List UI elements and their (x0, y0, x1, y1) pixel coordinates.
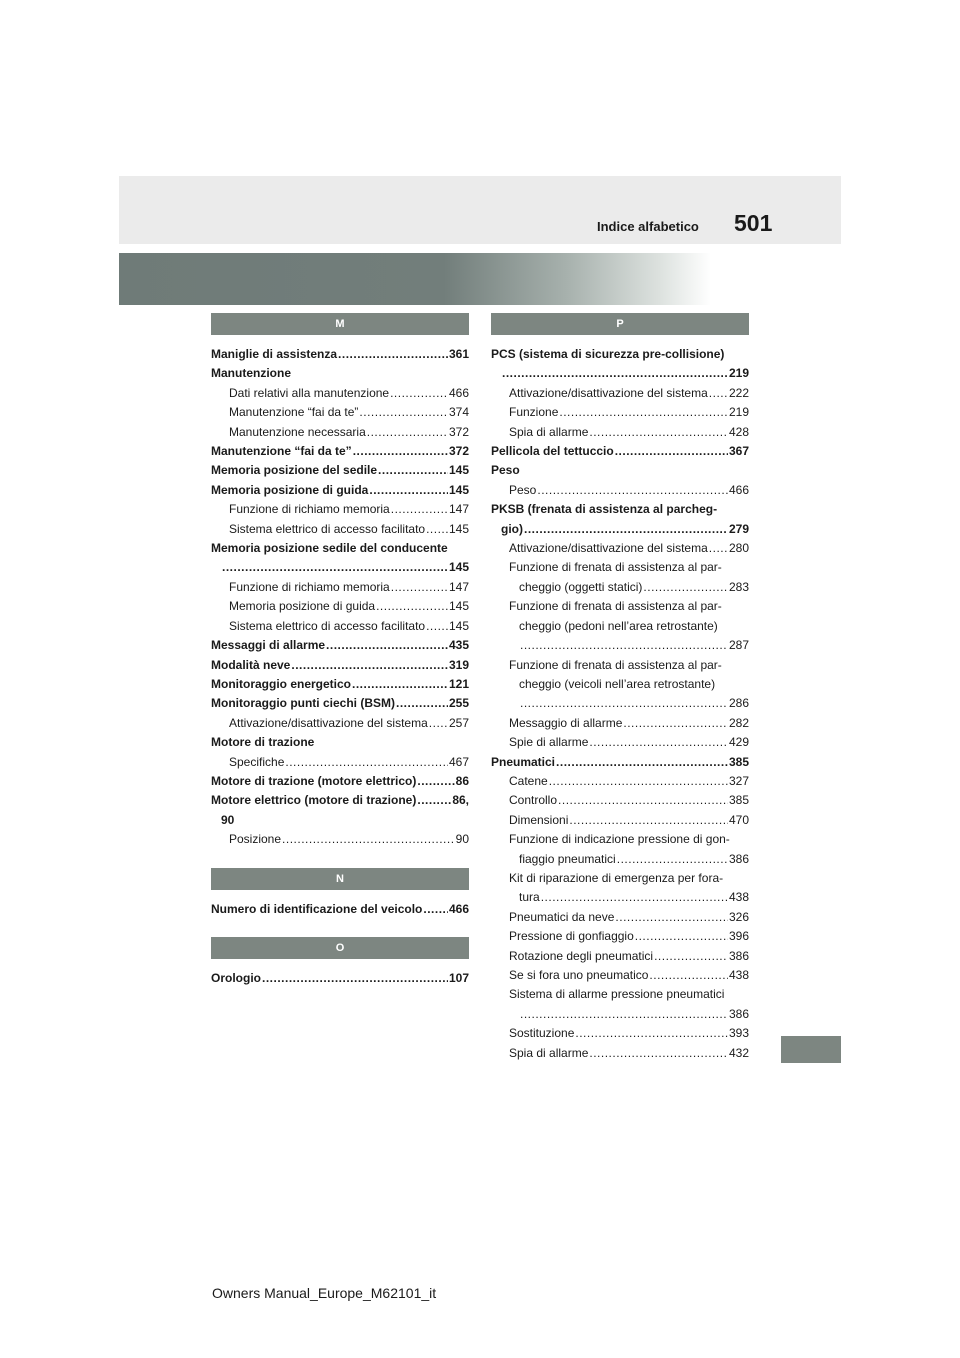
entry-label: PKSB (frenata di assistenza al parcheg- (491, 502, 718, 517)
dot-leader (643, 578, 728, 597)
entry-page-number: 467 (448, 754, 469, 769)
entry-label: Kit di riparazione di emergenza per fora- (509, 870, 724, 885)
dot-leader (417, 791, 451, 810)
index-entry (211, 578, 469, 597)
gradient-banner (119, 253, 841, 305)
dot-leader (285, 753, 448, 772)
entry-page-number: 429 (728, 735, 749, 750)
index-entry (491, 597, 749, 616)
entry-page-number: 372 (448, 444, 469, 459)
index-entry (211, 423, 469, 442)
dot-leader (396, 694, 448, 713)
entry-label: fiaggio pneumatici (519, 851, 616, 866)
entry-page-number: 438 (728, 890, 749, 905)
entry-label: Memoria posizione di guida (229, 599, 376, 614)
entry-label: Peso (509, 482, 537, 497)
letter-header: P (491, 313, 749, 335)
entry-page-number: 86 (455, 773, 469, 788)
section-tab-marker (781, 1036, 841, 1063)
index-entry (211, 714, 469, 733)
dot-leader (502, 364, 728, 383)
entry-page-number: 121 (448, 676, 469, 691)
dot-leader (617, 850, 728, 869)
dot-leader (569, 811, 728, 830)
entry-page-number: 90 (455, 832, 469, 847)
entry-label: Catene (509, 773, 548, 788)
entry-label: Messaggi di allarme (211, 638, 326, 653)
dot-leader (623, 714, 728, 733)
dot-leader (709, 384, 728, 403)
index-entry (211, 675, 469, 694)
entry-page-number: 222 (728, 385, 749, 400)
entry-page-number: 393 (728, 1026, 749, 1041)
entry-label: 90 (221, 812, 235, 827)
entry-page-number: 386 (728, 851, 749, 866)
entry-page-number: 372 (448, 424, 469, 439)
entry-page-number: 86, (452, 793, 469, 808)
dot-leader (326, 636, 448, 655)
index-entry (211, 617, 469, 636)
index-entry (211, 772, 469, 791)
entry-label: Orologio (211, 970, 261, 985)
dot-leader (391, 578, 448, 597)
index-entry (491, 811, 749, 830)
entry-label: Specifiche (229, 754, 285, 769)
dot-leader (262, 969, 448, 988)
page-number: 501 (734, 210, 773, 236)
entry-page-number: 279 (728, 521, 749, 536)
index-entry (491, 578, 749, 597)
index-entry (491, 888, 749, 907)
entry-page-number: 386 (728, 948, 749, 963)
dot-leader (589, 1044, 728, 1063)
dot-leader (589, 733, 728, 752)
dot-leader (549, 772, 728, 791)
entry-label: Funzione di frenata di assistenza al par- (509, 657, 722, 672)
index-entry (491, 539, 749, 558)
index-entry (211, 694, 469, 713)
dot-leader (367, 423, 448, 442)
dot-leader (520, 1005, 728, 1024)
entry-page-number: 466 (728, 482, 749, 497)
entry-page-number: 145 (448, 599, 469, 614)
entry-label: Controllo (509, 793, 558, 808)
entry-label: Pressione di gonfiaggio (509, 929, 634, 944)
index-entry (211, 656, 469, 675)
index-entry (491, 558, 749, 577)
index-entry (491, 733, 749, 752)
dot-leader (559, 403, 728, 422)
index-entry (491, 500, 749, 519)
entry-page-number: 107 (448, 970, 469, 985)
entry-page-number: 435 (448, 638, 469, 653)
dot-leader (429, 714, 448, 733)
dot-leader (520, 636, 728, 655)
dot-leader (520, 694, 728, 713)
dot-leader (541, 888, 728, 907)
dot-leader (417, 772, 454, 791)
index-entry (491, 791, 749, 810)
entry-page-number: 257 (448, 715, 469, 730)
index-entries (211, 345, 469, 850)
dot-leader (390, 384, 448, 403)
entry-page-number: 287 (728, 638, 749, 653)
left-index-column (211, 313, 469, 988)
index-entry (211, 364, 469, 383)
dot-leader (524, 520, 728, 539)
index-entry (211, 791, 469, 810)
entry-label: Spie di allarme (509, 735, 589, 750)
index-entry (491, 830, 749, 849)
index-entry (211, 558, 469, 577)
entry-page-number: 374 (448, 405, 469, 420)
entry-page-number: 147 (448, 579, 469, 594)
entry-label: Pneumatici da neve (509, 909, 615, 924)
section-gap (211, 919, 469, 937)
index-entry (491, 850, 749, 869)
index-entries (491, 345, 749, 1063)
index-entry (211, 481, 469, 500)
entry-label: Dimensioni (509, 812, 569, 827)
entry-label: Funzione di indicazione pressione di gon- (509, 832, 730, 847)
entry-label: Motore di trazione (motore elettrico) (211, 773, 417, 788)
index-entry (491, 869, 749, 888)
dot-leader (338, 345, 448, 364)
dot-leader (359, 403, 448, 422)
index-entry (211, 461, 469, 480)
entry-label: Rotazione degli pneumatici (509, 948, 654, 963)
entry-label: Sostituzione (509, 1026, 575, 1041)
entry-page-number: 145 (448, 521, 469, 536)
entry-label: Attivazione/disattivazione del sistema (229, 715, 428, 730)
entry-label: Manutenzione “fai da te” (211, 444, 352, 459)
entry-label: Modalità neve (211, 657, 291, 672)
index-entry (211, 900, 469, 919)
dot-leader (426, 520, 448, 539)
letter-header: N (211, 868, 469, 890)
index-entry (491, 1005, 749, 1024)
index-entries (211, 969, 469, 988)
index-entry (491, 753, 749, 772)
entry-page-number: 219 (728, 366, 749, 381)
entry-label: Memoria posizione del sedile (211, 463, 378, 478)
entry-label: Monitoraggio punti ciechi (BSM) (211, 696, 395, 711)
entry-label: Numero di identificazione del veicolo (211, 901, 423, 916)
index-entry (491, 481, 749, 500)
entry-label: Funzione di frenata di assistenza al par- (509, 599, 722, 614)
entry-label: Manutenzione “fai da te” (229, 405, 359, 420)
index-entry (491, 442, 749, 461)
entry-label: Attivazione/disattivazione del sistema (509, 385, 708, 400)
entry-label: Funzione di richiamo memoria (229, 502, 390, 517)
index-entry (491, 772, 749, 791)
entry-page-number: 145 (448, 463, 469, 478)
dot-leader (615, 442, 728, 461)
entry-label: Memoria posizione di guida (211, 482, 369, 497)
entry-label: tura (519, 890, 540, 905)
index-entry (491, 966, 749, 985)
index-entry (491, 714, 749, 733)
index-entry (491, 461, 749, 480)
dot-leader (556, 753, 728, 772)
entry-page-number: 466 (448, 385, 469, 400)
section-title: Indice alfabetico (597, 219, 699, 234)
entry-page-number: 470 (728, 812, 749, 827)
index-entry (211, 969, 469, 988)
entry-label: Motore elettrico (motore di trazione) (211, 793, 417, 808)
dot-leader (352, 675, 448, 694)
entry-page-number: 145 (448, 618, 469, 633)
entry-label: Messaggio di allarme (509, 715, 623, 730)
entry-label: Sistema elettrico di accesso facilitato (229, 618, 426, 633)
dot-leader (369, 481, 448, 500)
index-entry (491, 1044, 749, 1063)
entry-label: Spia di allarme (509, 424, 589, 439)
index-entry (491, 927, 749, 946)
entry-page-number: 466 (448, 901, 469, 916)
index-entry (211, 636, 469, 655)
letter-header: O (211, 937, 469, 959)
dot-leader (378, 461, 448, 480)
entry-page-number: 219 (728, 405, 749, 420)
dot-leader (709, 539, 728, 558)
entry-page-number: 145 (448, 560, 469, 575)
header-band (119, 176, 841, 244)
entry-label: Sistema di allarme pressione pneumatici (509, 987, 725, 1002)
dot-leader (654, 947, 728, 966)
entry-page-number: 385 (728, 793, 749, 808)
index-entry (491, 1024, 749, 1043)
entry-label: Se si fora uno pneumatico (509, 968, 649, 982)
dot-leader (222, 558, 448, 577)
entry-page-number: 432 (728, 1045, 749, 1060)
entry-page-number: 147 (448, 502, 469, 517)
entry-label: Sistema elettrico di accesso facilitato (229, 521, 426, 536)
entry-label: Funzione (509, 405, 559, 420)
entry-page-number: 396 (728, 929, 749, 944)
index-entry (491, 364, 749, 383)
dot-leader (615, 908, 728, 927)
entry-label: cheggio (pedoni nell’area retrostante) (519, 618, 718, 633)
index-entry (211, 442, 469, 461)
dot-leader (575, 1024, 728, 1043)
entry-label: cheggio (oggetti statici) (519, 579, 643, 594)
entry-label: Pellicola del tettuccio (491, 444, 614, 459)
entry-label: Funzione di frenata di assistenza al par- (509, 560, 722, 575)
entry-page-number: 319 (448, 657, 469, 672)
footer-text: Owners Manual_Europe_M62101_it (212, 1285, 437, 1301)
index-entry (491, 985, 749, 1004)
entry-page-number: 255 (448, 696, 469, 711)
index-entries (211, 900, 469, 919)
index-entry (211, 733, 469, 752)
entry-page-number: 282 (728, 715, 749, 730)
index-entry (211, 500, 469, 519)
entry-label: Dati relativi alla manutenzione (229, 385, 390, 400)
dot-leader (423, 900, 448, 919)
index-entry (491, 656, 749, 675)
dot-leader (376, 597, 448, 616)
entry-page-number: 361 (448, 347, 469, 361)
entry-page-number: 428 (728, 424, 749, 439)
entry-page-number: 386 (728, 1006, 749, 1021)
index-entry (491, 617, 749, 636)
entry-page-number: 327 (728, 773, 749, 788)
index-entry (491, 520, 749, 539)
entry-label: Manutenzione (211, 366, 291, 381)
index-entry (211, 597, 469, 616)
index-entry (491, 636, 749, 655)
entry-label: Funzione di richiamo memoria (229, 579, 390, 594)
index-entry (491, 345, 749, 364)
dot-leader (635, 927, 728, 946)
entry-label: Posizione (229, 832, 282, 847)
index-entry (491, 908, 749, 927)
dot-leader (282, 830, 455, 849)
dot-leader (353, 442, 448, 461)
index-entry (491, 384, 749, 403)
entry-page-number: 145 (448, 482, 469, 497)
index-entry (491, 423, 749, 442)
index-entry (491, 675, 749, 694)
entry-page-number: 326 (728, 909, 749, 924)
dot-leader (537, 481, 728, 500)
dot-leader (291, 656, 448, 675)
index-entry (491, 947, 749, 966)
dot-leader (558, 791, 728, 810)
entry-label: Maniglie di assistenza (211, 347, 338, 361)
entry-page-number: 286 (728, 696, 749, 711)
dot-leader (391, 500, 448, 519)
index-entry (491, 403, 749, 422)
entry-label: Spia di allarme (509, 1045, 589, 1060)
index-entry (211, 345, 469, 364)
entry-label: Attivazione/disattivazione del sistema (509, 541, 708, 556)
entry-page-number: 280 (728, 541, 749, 556)
entry-label: gio) (501, 521, 523, 536)
index-entry (211, 753, 469, 772)
index-entry (211, 539, 469, 558)
right-index-column (491, 313, 749, 1063)
entry-label: Peso (491, 463, 520, 478)
entry-page-number: 283 (728, 579, 749, 594)
letter-header: M (211, 313, 469, 335)
dot-leader (426, 617, 448, 636)
index-entry (211, 520, 469, 539)
dot-leader (589, 423, 728, 442)
dot-leader (649, 966, 728, 985)
entry-label: Manutenzione necessaria (229, 424, 366, 439)
entry-label: Memoria posizione sedile del conducente (211, 541, 448, 556)
entry-label: Pneumatici (491, 754, 556, 769)
entry-page-number: 385 (728, 754, 749, 769)
entry-label: Motore di trazione (211, 735, 315, 750)
section-gap (211, 850, 469, 868)
index-entry (211, 384, 469, 403)
index-entry (211, 830, 469, 849)
entry-label: cheggio (veicoli nell’area retrostante) (519, 676, 716, 691)
index-entry (211, 403, 469, 422)
index-entry (491, 694, 749, 713)
entry-label: Monitoraggio energetico (211, 676, 352, 691)
entry-page-number: 367 (728, 444, 749, 459)
entry-page-number: 438 (728, 968, 749, 982)
index-entry (211, 811, 469, 830)
entry-label: PCS (sistema di sicurezza pre-collisione) (491, 347, 725, 361)
